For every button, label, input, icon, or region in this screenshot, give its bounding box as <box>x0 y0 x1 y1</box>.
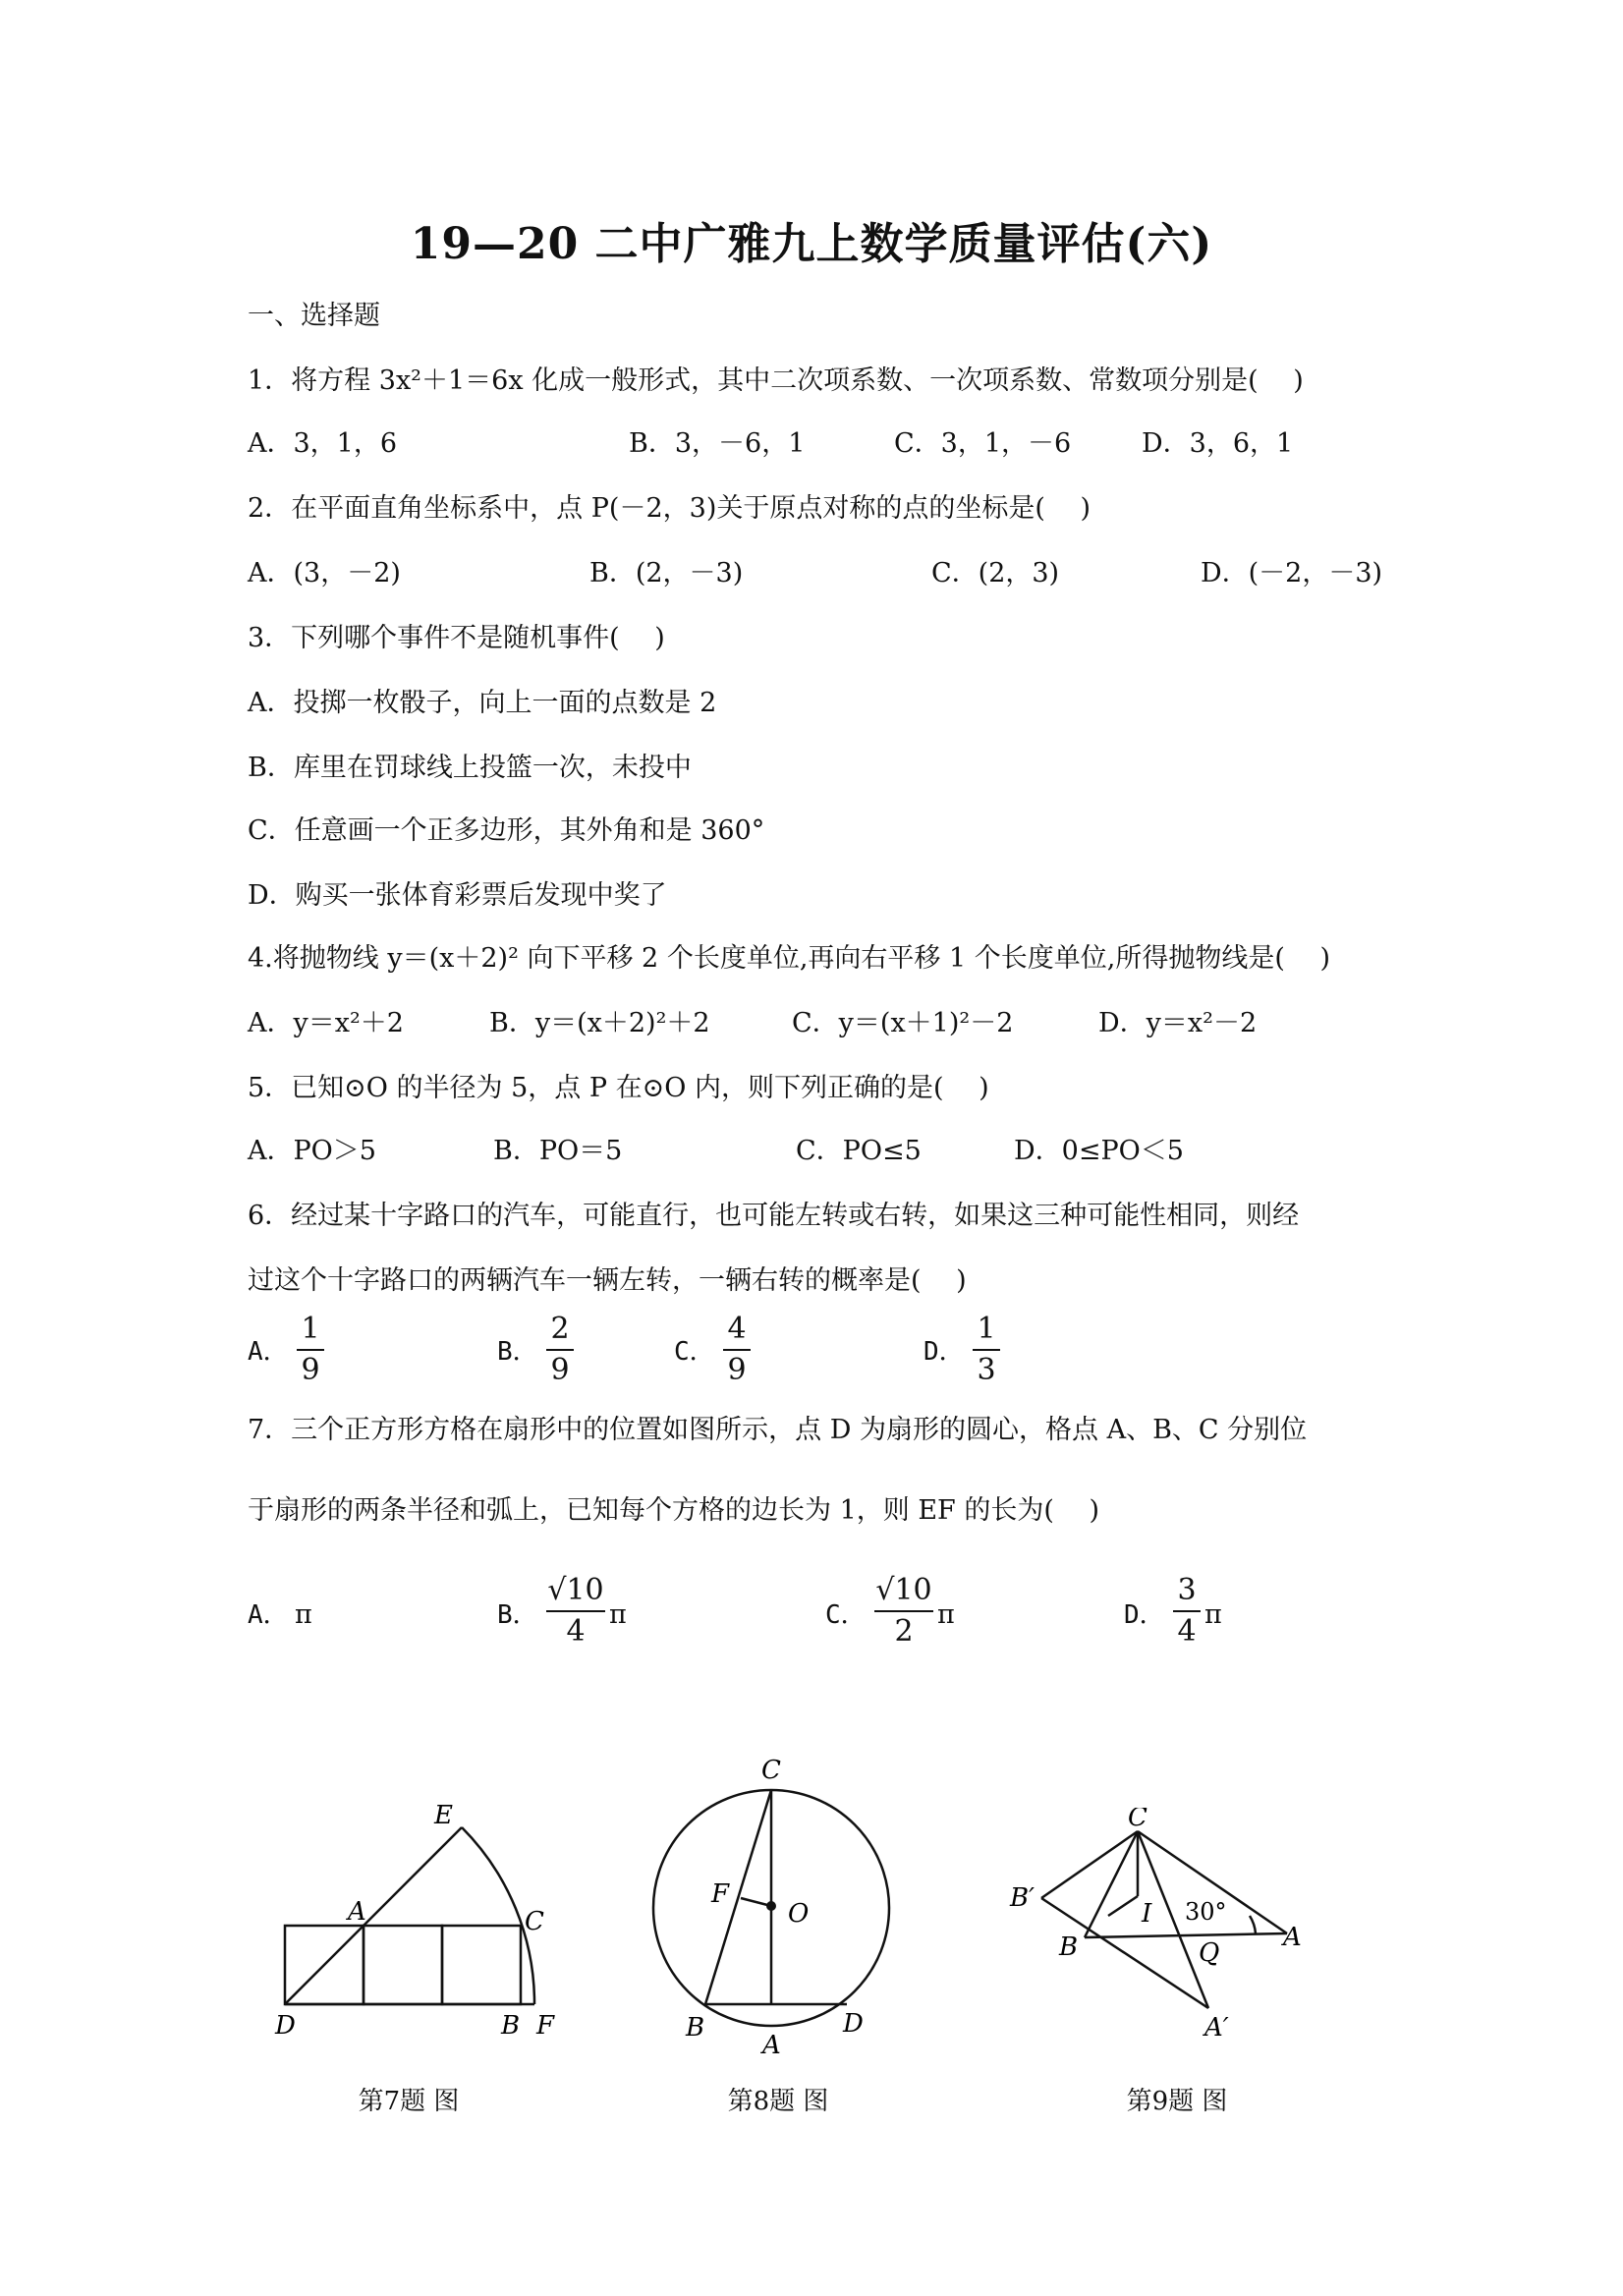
figure-7-caption: 第7题 图 <box>358 2087 460 2116</box>
numerator: 1 <box>977 1312 996 1346</box>
q5-option-d: D．0≤PO＜5 <box>1014 1136 1184 1166</box>
fig8-label-o: O <box>788 1899 810 1929</box>
figure-9-caption: 第9题 图 <box>1126 2087 1228 2116</box>
fig8-label-d: D <box>843 2009 864 2039</box>
numerator: 1 <box>301 1312 320 1346</box>
denominator: 9 <box>301 1353 320 1387</box>
q5-option-c: C．PO≤5 <box>796 1136 922 1166</box>
q6-option-c-fraction <box>723 1311 751 1389</box>
numerator: √10 <box>875 1573 932 1607</box>
question-6-stem-line1: 6．经过某十字路口的汽车，可能直行，也可能左转或右转，如果这三种可能性相同，则经 <box>248 1201 1300 1231</box>
q2-option-d: D．(－2，－3) <box>1201 558 1383 588</box>
q3-option-d: D．购买一张体育彩票后发现中奖了 <box>248 880 667 911</box>
q4-option-a: A．y＝x²＋2 <box>248 1008 404 1038</box>
fig9-label-a: A <box>1283 1923 1302 1952</box>
fig7-label-d: D <box>275 2011 296 2041</box>
q6-option-c-label: C． <box>674 1337 715 1367</box>
denominator: 4 <box>566 1614 586 1649</box>
fig8-label-f: F <box>711 1879 730 1909</box>
numerator: 3 <box>1177 1573 1197 1607</box>
fig7-label-c: C <box>525 1907 544 1936</box>
q7-option-c-fraction <box>874 1572 933 1651</box>
numerator: 2 <box>550 1312 570 1346</box>
q1-option-c: C．3，1，－6 <box>894 428 1072 459</box>
q3-option-b: B．库里在罚球线上投篮一次，未投中 <box>248 753 692 783</box>
fig8-label-c: C <box>761 1756 781 1785</box>
q1-option-d: D．3，6，1 <box>1142 428 1294 459</box>
q2-option-b: B．(2，－3) <box>589 558 744 588</box>
q6-option-b-label: B． <box>497 1337 538 1367</box>
q6-option-d-fraction <box>973 1311 1000 1389</box>
q7-option-d-fraction <box>1173 1572 1201 1651</box>
q6-option-a-fraction <box>297 1311 324 1389</box>
q4-option-b: B．y＝(x＋2)²＋2 <box>489 1008 710 1038</box>
fig7-label-b: B <box>501 2011 521 2041</box>
figure-8-caption: 第8题 图 <box>727 2087 829 2116</box>
fig9-label-i: I <box>1142 1899 1152 1929</box>
denominator: 4 <box>1177 1614 1197 1649</box>
numerator: 4 <box>727 1312 747 1346</box>
numerator: √10 <box>547 1573 604 1607</box>
question-3-stem: 3．下列哪个事件不是随机事件( ) <box>248 623 665 653</box>
q6-option-d-label: D． <box>923 1337 965 1367</box>
figure-7-diagram <box>265 1798 589 2053</box>
fig9-label-q: Q <box>1199 1938 1220 1968</box>
question-5-stem: 5．已知⊙O 的半径为 5，点 P 在⊙O 内，则下列正确的是( ) <box>248 1073 989 1103</box>
section-heading: 一、选择题 <box>248 301 380 331</box>
q5-option-a: A．PO＞5 <box>248 1136 376 1166</box>
question-7-stem-line1: 7．三个正方形方格在扇形中的位置如图所示，点 D 为扇形的圆心，格点 A、B、C 分别位 <box>248 1415 1308 1445</box>
q3-option-a: A．投掷一枚骰子，向上一面的点数是 2 <box>248 688 717 718</box>
q7-option-a-label: A． <box>248 1600 289 1630</box>
fig9-label-b: B <box>1059 1932 1079 1962</box>
question-2-stem: 2．在平面直角坐标系中，点 P(－2，3)关于原点对称的点的坐标是( ) <box>248 493 1091 524</box>
q3-option-c: C．任意画一个正多边形，其外角和是 360° <box>248 815 765 846</box>
fig9-label-b-prime: B′ <box>1010 1883 1035 1913</box>
question-7-stem-line2: 于扇形的两条半径和弧上，已知每个方格的边长为 1，则 EF 的长为( ) <box>248 1495 1100 1526</box>
figure-8-diagram <box>639 1749 904 2063</box>
q7-option-c-pi: π <box>937 1599 955 1630</box>
q7-option-b-fraction <box>546 1572 605 1651</box>
figure-9-diagram <box>1002 1808 1326 2044</box>
q7-option-d-pi: π <box>1204 1599 1222 1630</box>
q1-option-a: A．3，1，6 <box>248 428 398 459</box>
q7-option-a-value: π <box>295 1599 312 1630</box>
question-1-stem: 1．将方程 3x²＋1＝6x 化成一般形式，其中二次项系数、一次项系数、常数项分别是( ) <box>248 365 1304 396</box>
question-6-stem-line2: 过这个十字路口的两辆汽车一辆左转，一辆右转的概率是( ) <box>248 1265 967 1296</box>
denominator: 9 <box>550 1353 570 1387</box>
q6-option-a-label: A． <box>248 1337 289 1367</box>
fig8-label-b: B <box>686 2013 705 2043</box>
q4-option-c: C．y＝(x＋1)²－2 <box>792 1008 1014 1038</box>
denominator: 2 <box>894 1614 914 1649</box>
q7-option-c-label: C． <box>825 1600 867 1630</box>
fig8-label-a: A <box>762 2031 781 2060</box>
q2-option-a: A．(3，－2) <box>248 558 401 588</box>
q2-option-c: C．(2，3) <box>931 558 1060 588</box>
q1-option-b: B．3，－6，1 <box>629 428 806 459</box>
fig9-label-c: C <box>1128 1808 1147 1832</box>
denominator: 9 <box>727 1353 747 1387</box>
q5-option-b: B．PO＝5 <box>493 1136 623 1166</box>
q4-option-d: D．y＝x²－2 <box>1098 1008 1258 1038</box>
q7-option-d-label: D． <box>1124 1600 1165 1630</box>
q7-option-b-pi: π <box>609 1599 627 1630</box>
fig9-label-a-prime: A′ <box>1204 2013 1229 2043</box>
question-4-stem: 4.将抛物线 y＝(x＋2)² 向下平移 2 个长度单位,再向右平移 1 个长度单位,所得抛物线是( ) <box>248 943 1330 974</box>
q7-option-b-label: B． <box>497 1600 538 1630</box>
fig7-label-f: F <box>536 2011 555 2041</box>
fig7-label-e: E <box>434 1801 453 1830</box>
fig7-label-a: A <box>348 1897 366 1927</box>
center-point-o <box>766 1901 776 1911</box>
q6-option-b-fraction <box>546 1311 574 1389</box>
page-title: 19—20 二中广雅九上数学质量评估(六) <box>410 219 1213 269</box>
denominator: 3 <box>977 1353 996 1387</box>
fig9-angle-label: 30° <box>1185 1898 1227 1926</box>
